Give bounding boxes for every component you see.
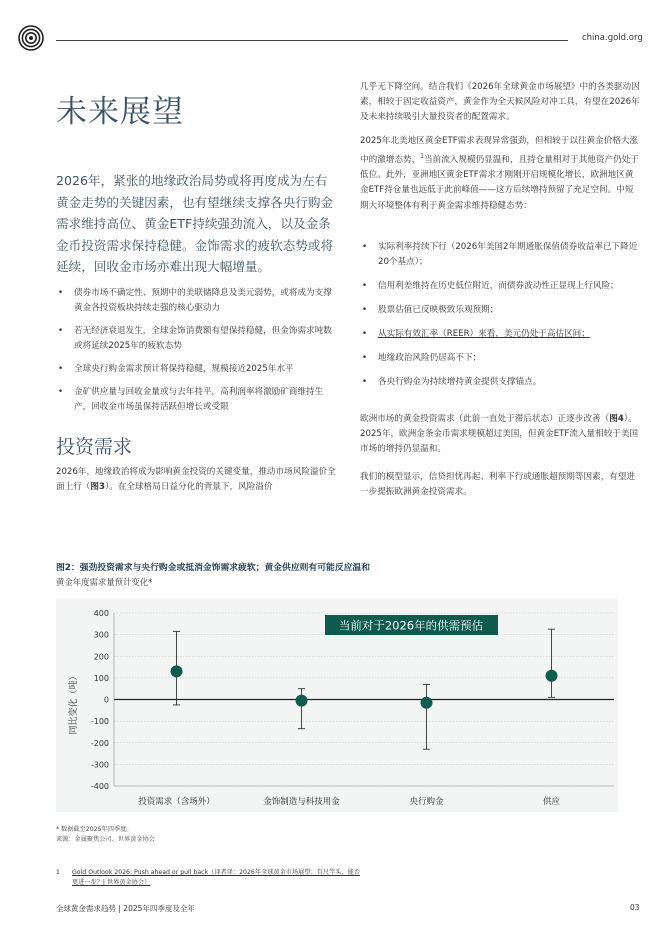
outlook-bullet: • 债券市场不确定性、预期中的美联储降息及美元弱势，或将成为支撑黄金各投资板块持续走强的核心驱动力 xyxy=(56,286,340,316)
data-point xyxy=(546,670,558,682)
footnote-ref-1[interactable]: 1 xyxy=(420,153,424,161)
x-tick-label: 金饰制造与科技用金 xyxy=(263,797,340,807)
outlook-bullet: • 若无经济衰退发生，全球金饰消费额有望保持稳健，但金饰需求吨数或将延续2025年的疲软态势 xyxy=(56,324,340,354)
x-tick-label: 投资需求（含场外） xyxy=(138,797,215,807)
factor-bullet-link[interactable]: • 从实际有效汇率（REER）来看，美元仍处于高估区间； xyxy=(360,327,640,342)
factor-bullet: • 股票估值已反映极致乐观预期； xyxy=(360,303,640,318)
right-paragraph-2: 2025年北美地区黄金ETF需求表现异常强劲，但相较于以往黄金价格大涨中的激增态势，$^1$当前流入规模仍显温和，且持仓量相对于其他资产仍处于低位。此外，亚洲地区黄金ETF需求才刚刚开启规模化增长，欧洲地区黄金ETF持仓量也远低于此前峰值——这方后续增持预留了充足空间。中短期大环境整体有利于黄金需求维持稳健态势： xyxy=(360,136,639,211)
section-title-investment: 投资需求 xyxy=(56,436,133,458)
chart-title: 图2：强劲投资需求与央行购金或抵消金饰需求疲软；黄金供应则有可能反应温和 xyxy=(56,563,371,573)
chart-note: * 数据截至2025年四季度。 xyxy=(56,826,133,833)
data-point xyxy=(171,665,183,677)
data-point xyxy=(296,695,308,707)
data-point xyxy=(421,697,433,709)
x-tick-label: 供应 xyxy=(542,797,561,807)
factor-bullet: • 各央行购金为持续增持黄金提供支撑锚点。 xyxy=(360,375,640,390)
figure-3-link[interactable]: 图3 xyxy=(90,482,105,493)
chart-notes xyxy=(56,825,155,845)
y-tick-label: -100 xyxy=(90,717,109,727)
page-title: 未来展望 xyxy=(56,94,184,130)
factor-bullet: • 信用利差维持在历史低位附近，而债券波动性正显现上行风险； xyxy=(360,279,640,294)
y-tick-label: 200 xyxy=(93,652,109,662)
right-paragraph-4: 我们的模型显示，信贷担忧再起、利率下行或通胀超预期等因素，有望进一步提振欧洲黄金投资需求。 xyxy=(360,472,636,498)
factor-bullet: • 地缘政治风险仍居高不下； xyxy=(360,351,640,366)
footnote xyxy=(56,868,366,890)
y-tick-label: 400 xyxy=(93,609,109,618)
y-tick-label: -200 xyxy=(90,738,109,748)
y-tick-label: 0 xyxy=(103,695,109,705)
y-tick-label: 100 xyxy=(93,673,109,683)
header-rule xyxy=(56,40,568,41)
investment-paragraph: 2026年，地缘政治将成为影响黄金投资的关键变量，推动市场风险溢价全面上行（图3）。在全球格局日益分化的背景下，风险溢价 xyxy=(56,467,336,493)
figure-4-link[interactable]: 图4 xyxy=(609,414,624,424)
chart-source: 来源：金属聚焦公司、世界黄金协会 xyxy=(56,836,155,843)
y-tick-label: -300 xyxy=(90,760,109,770)
footnote-number: 1 xyxy=(56,869,60,876)
y-tick-label: 300 xyxy=(93,630,109,640)
y-axis-label: 同比变化（吨） xyxy=(69,671,79,735)
chart-subtitle: 黄金年度需求量预计变化* xyxy=(56,577,153,587)
supporting-factors-list xyxy=(360,240,640,399)
factor-bullet: • 实际利率持续下行（2026年美国2年期通胀保值债券收益率已下降近20个基点）； xyxy=(360,240,640,270)
right-paragraph-1: 几乎无下降空间。结合我们《2026年全球黄金市场展望》中的各类驱动因素，相较于固定收益资产，黄金作为全天候风险对冲工具，有望在2026年及未来持续吸引大量投资者的配置需求。 xyxy=(360,82,640,123)
outlook-bullet: • 金矿供应量与回收金量或与去年持平，高利润率将激励矿商维持生产，回收金市场虽保持活跃但增长或受限 xyxy=(56,385,340,415)
page-number: 03 xyxy=(630,903,640,912)
site-url-link[interactable]: china.gold.org xyxy=(582,33,643,43)
right-paragraph-3: 欧洲市场的黄金投资需求（此前一直处于滞后状态）正逐步改善（图4）。2025年，欧洲金条金币需求规模超过美国，但黄金ETF流入量相较于美国市场的增持仍显温和。 xyxy=(360,414,639,455)
annotation-label: 当前对于2026年的供需预估 xyxy=(338,618,484,633)
footnote-link[interactable]: Gold Outlook 2026: Push ahead or pull back（译者译：2026年全球黄金市场展望：百尺竿头，能否更进一步？| 世界黄金协会） xyxy=(72,869,361,886)
world-gold-council-logo-icon xyxy=(18,25,44,51)
y-tick-label: -400 xyxy=(90,782,109,791)
footer-title: 全球黄金需求趋势 | 2025年四季度及全年 xyxy=(56,904,195,913)
lead-paragraph: 2026年，紧张的地缘政治局势或将再度成为左右黄金走势的关键因素，也有望继续支撑各央行购金需求维持高位、黄金ETF持续强劲流入，以及金条金币投资需求保持稳健。金饰需求的疲软态势或将延续，回收金市场亦难出现大幅增量。 xyxy=(56,173,334,274)
demand-change-chart xyxy=(56,598,618,812)
outlook-bullet-list xyxy=(56,286,340,423)
outlook-bullet: • 全球央行购金需求预计将保持稳健，规模接近2025年水平 xyxy=(56,362,340,377)
x-tick-label: 央行购金 xyxy=(409,797,444,807)
